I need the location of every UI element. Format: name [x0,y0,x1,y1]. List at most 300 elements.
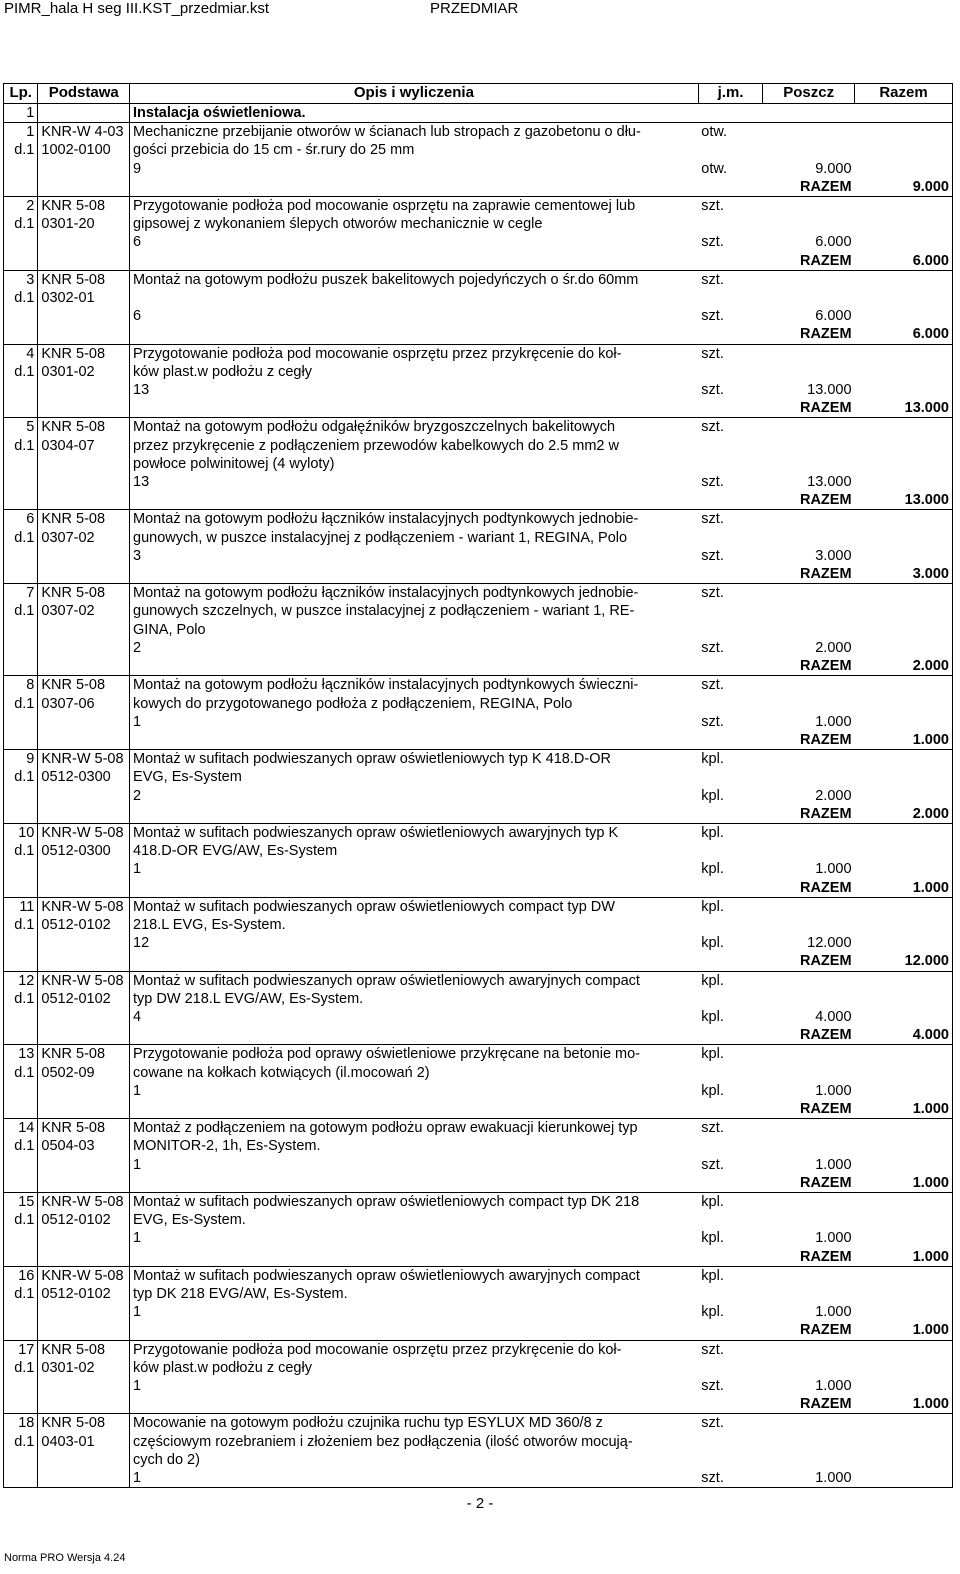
item-podstawa: KNR-W 5-08 [38,750,130,769]
item-poszcz [763,750,855,769]
item-unit [698,695,763,713]
calc-lp [4,713,38,731]
item-unit [698,1064,763,1082]
calc-row [4,233,953,251]
item-lp: d.1 [4,215,38,233]
item-row [4,621,953,639]
item-razem [855,990,953,1008]
item-row [4,455,953,473]
item-lp: 14 [4,1119,38,1138]
calc-expression: 2 [133,787,142,804]
item-lp: 2 [4,197,38,216]
sum-lp [4,1248,38,1267]
sum-label: RAZEM [763,1174,855,1193]
sum-opis [130,1100,699,1119]
calc-expression: 13 [133,382,150,399]
calc-value: 1.000 [815,713,852,730]
item-podstawa: KNR 5-08 [38,418,130,437]
calc-podstawa [38,787,130,805]
item-podstawa: KNR 5-08 [38,510,130,529]
calc-value: 9.000 [815,160,852,177]
item-lp: 4 [4,344,38,363]
item-row [4,344,953,363]
item-lp: 1 [4,123,38,142]
item-description-line: gipsowej z wykonaniem ślepych otworów mechanicznie w cegle [133,216,543,233]
calc-row [4,547,953,565]
item-row [4,750,953,769]
calc-podstawa [38,547,130,565]
item-poszcz [763,1192,855,1211]
sum-opis [130,879,699,898]
item-row [4,695,953,713]
sum-label: RAZEM [763,1026,855,1045]
item-razem [855,695,953,713]
sum-label: RAZEM [763,879,855,898]
sum-value: 1.000 [855,1100,953,1119]
calc-unit: szt. [698,1469,763,1488]
item-lp: 12 [4,971,38,990]
item-razem [855,270,953,289]
calc-podstawa [38,1008,130,1026]
calc-podstawa [38,860,130,878]
sum-label: RAZEM [763,952,855,971]
sum-lp [4,252,38,271]
sum-label: RAZEM [763,1100,855,1119]
sum-jm [698,952,763,971]
item-description-line: Przygotowanie podłoża pod oprawy oświetleniowe przykręcane na betonie mo- [133,1046,641,1063]
calc-value: 1.000 [815,1304,852,1321]
calc-razem [855,1377,953,1395]
calc-expression: 1 [130,1469,699,1488]
calc-row [4,1469,953,1488]
calc-podstawa [38,1303,130,1321]
sum-value: 1.000 [855,879,953,898]
calc-expression: 12 [133,935,150,952]
item-podstawa: 0307-02 [38,602,130,620]
item-row [4,971,953,990]
calc-expression: 1 [133,1378,142,1395]
item-row [4,529,953,547]
item-description-line: Montaż na gotowym podłożu łączników instalacyjnych podtynkowych jednobie- [133,511,639,528]
sum-podstawa [38,952,130,971]
item-lp [4,455,38,473]
item-unit: kpl. [701,751,724,768]
sum-podstawa [38,325,130,344]
item-row [4,1414,953,1433]
item-poszcz [763,990,855,1008]
sum-jm [698,1321,763,1340]
item-lp: d.1 [4,363,38,381]
item-unit [698,529,763,547]
calc-unit: kpl. [701,1304,724,1321]
item-row [4,768,953,786]
sum-lp [4,325,38,344]
sum-podstawa [38,1321,130,1340]
item-description-line: 418.D-OR EVG/AW, Es-System [133,843,338,860]
calc-unit: kpl. [701,1008,724,1025]
item-razem [855,289,953,307]
sum-jm [698,178,763,197]
item-row [4,510,953,529]
item-razem [855,529,953,547]
calc-expression: 13 [133,474,150,491]
item-razem [855,971,953,990]
calc-expression: 4 [133,1008,142,1025]
sum-row [4,731,953,750]
item-description-line: Przygotowanie podłoża pod mocowanie osprzętu przez przykręcenie do koł- [133,345,622,362]
item-razem [855,584,953,603]
item-description-line: powłoce polwinitowej (4 wyloty) [133,455,335,472]
col-jm: j.m. [698,84,763,104]
calc-row [4,787,953,805]
calc-razem [855,787,953,805]
item-description-line: cowane na kołkach kotwiących (il.mocowań 2) [133,1064,430,1081]
item-unit [698,1359,763,1377]
item-poszcz [763,529,855,547]
calc-razem [855,1469,953,1488]
sum-podstawa [38,565,130,584]
item-podstawa: 0307-06 [38,695,130,713]
item-description-line: Mechaniczne przebijanie otworów w ścianach lub stropach z gazobetonu o dłu- [133,124,641,141]
item-lp: 7 [4,584,38,603]
sum-jm [698,1026,763,1045]
item-lp: 10 [4,823,38,842]
item-poszcz [763,123,855,142]
sum-value: 4.000 [855,1026,953,1045]
calc-lp [4,547,38,565]
sum-value: 1.000 [855,731,953,750]
item-unit [698,437,763,455]
calc-expression: 6 [133,308,142,325]
calc-expression: 6 [133,234,142,251]
sum-value: 1.000 [855,1395,953,1414]
calc-unit: szt. [701,1378,724,1395]
item-poszcz [763,842,855,860]
sum-opis [130,1026,699,1045]
item-row [4,1266,953,1285]
item-description-line: GINA, Polo [133,621,206,638]
calc-lp [4,787,38,805]
item-row [4,676,953,695]
item-podstawa: 0301-02 [38,363,130,381]
item-podstawa: KNR-W 5-08 [38,1192,130,1211]
item-description-line: Przygotowanie podłoża pod mocowanie osprzętu przez przykręcenie do koł- [133,1341,622,1358]
item-razem [855,1045,953,1064]
calc-lp [4,860,38,878]
item-lp: d.1 [4,1211,38,1229]
calc-razem [855,1303,953,1321]
item-row [4,1340,953,1359]
item-poszcz [763,916,855,934]
sum-opis [130,1174,699,1193]
item-podstawa: KNR 5-08 [38,1119,130,1138]
item-row [4,1119,953,1138]
section-row [4,104,953,123]
sum-value: 1.000 [855,1174,953,1193]
item-description-line: gunowych szczelnych, w puszce instalacyjnej z podłączeniem - wariant 1, RE- [133,603,635,620]
item-unit: otw. [701,124,728,141]
calc-unit: kpl. [701,1082,724,1099]
item-razem [855,197,953,216]
sum-value: 3.000 [855,565,953,584]
item-unit [698,455,763,473]
item-poszcz [763,602,855,620]
item-razem [855,123,953,142]
item-podstawa: KNR 5-08 [38,270,130,289]
item-row [4,215,953,233]
col-poszcz: Poszcz [763,84,855,104]
item-unit: szt. [701,1415,724,1432]
sum-podstawa [38,252,130,271]
item-lp: 17 [4,1340,38,1359]
sum-value: 2.000 [855,657,953,676]
calc-lp [4,307,38,325]
calc-row [4,1229,953,1247]
item-razem [855,1414,953,1433]
item-poszcz [763,768,855,786]
sum-row [4,1248,953,1267]
sum-podstawa [38,879,130,898]
item-unit [698,215,763,233]
item-unit: kpl. [701,1046,724,1063]
sum-lp [4,879,38,898]
item-poszcz [763,1433,855,1451]
calc-unit: szt. [701,474,724,491]
item-lp: 9 [4,750,38,769]
item-razem [855,1340,953,1359]
item-unit: szt. [701,677,724,694]
sum-opis [130,325,699,344]
item-row [4,418,953,437]
item-unit: szt. [701,419,724,436]
calc-value: 4.000 [815,1008,852,1025]
item-razem [855,842,953,860]
calc-expression: 1 [133,1156,142,1173]
item-podstawa: 0512-0102 [38,990,130,1008]
sum-value: 6.000 [855,252,953,271]
calc-podstawa [38,233,130,251]
calc-value: 1.000 [815,1156,852,1173]
calc-expression: 1 [133,1304,142,1321]
item-razem [855,1119,953,1138]
calc-razem [855,934,953,952]
calc-row [4,307,953,325]
calc-razem [855,713,953,731]
calc-lp [4,639,38,657]
item-poszcz [763,1266,855,1285]
item-podstawa: KNR 5-08 [38,1045,130,1064]
item-unit: szt. [701,345,724,362]
item-lp: 3 [4,270,38,289]
sum-label: RAZEM [763,1248,855,1267]
item-row [4,437,953,455]
calc-row [4,1008,953,1026]
item-podstawa: KNR-W 5-08 [38,1266,130,1285]
item-row [4,123,953,142]
item-description-line: Montaż w sufitach podwieszanych opraw oświetleniowych typ K 418.D-OR [133,751,611,768]
item-poszcz [763,197,855,216]
sum-label: RAZEM [763,565,855,584]
sum-row [4,178,953,197]
calc-razem [855,160,953,178]
item-lp: d.1 [4,602,38,620]
calc-podstawa [38,307,130,325]
item-podstawa: 0512-0300 [38,842,130,860]
item-unit [698,842,763,860]
item-row [4,141,953,159]
sum-label: RAZEM [763,178,855,197]
calc-razem [855,1156,953,1174]
calc-row [4,860,953,878]
calc-unit: szt. [701,234,724,251]
section-lp: 1 [4,104,38,123]
item-poszcz [763,897,855,916]
sum-jm [698,252,763,271]
sum-row [4,657,953,676]
calc-unit: szt. [701,547,724,564]
item-poszcz [763,455,855,473]
item-row [4,823,953,842]
calc-lp [4,1229,38,1247]
sum-value: 6.000 [855,325,953,344]
item-unit [698,602,763,620]
item-unit [698,1285,763,1303]
item-podstawa: 0512-0102 [38,916,130,934]
col-podstawa: Podstawa [38,84,130,104]
calc-value: 6.000 [815,234,852,251]
item-razem [855,750,953,769]
item-unit [698,1137,763,1155]
item-lp: d.1 [4,289,38,307]
calc-lp [4,381,38,399]
item-razem [855,510,953,529]
item-unit [698,141,763,159]
item-poszcz [763,437,855,455]
item-description-line: Montaż z podłączeniem na gotowym podłożu opraw ewakuacji kierunkowej typ [133,1120,638,1137]
item-poszcz [763,1211,855,1229]
item-description-line: 218.L EVG, Es-System. [133,916,286,933]
calc-row [4,473,953,491]
item-description-line: Montaż na gotowym podłożu łączników instalacyjnych podtynkowych jednobie- [133,585,639,602]
item-podstawa: KNR 5-08 [38,344,130,363]
item-description-line: Mocowanie na gotowym podłożu czujnika ruchu typ ESYLUX MD 360/8 z [133,1415,603,1432]
sum-value: 1.000 [855,1248,953,1267]
item-razem [855,897,953,916]
calc-razem [855,1008,953,1026]
item-lp: 18 [4,1414,38,1433]
calc-podstawa [38,1229,130,1247]
item-poszcz [763,1451,855,1469]
item-podstawa: 0512-0300 [38,768,130,786]
calc-lp [4,1377,38,1395]
sum-opis [130,952,699,971]
item-lp: 6 [4,510,38,529]
item-description-line: Montaż w sufitach podwieszanych opraw oświetleniowych compact typ DW [133,898,615,915]
sum-podstawa [38,1026,130,1045]
calc-lp [4,473,38,491]
sum-opis [130,1395,699,1414]
item-lp: 15 [4,1192,38,1211]
sum-row [4,1100,953,1119]
sum-opis [130,1248,699,1267]
item-row [4,289,953,307]
item-unit: kpl. [701,824,724,841]
item-description-line: cych do 2) [133,1451,200,1468]
sum-lp [4,1174,38,1193]
sum-jm [698,1174,763,1193]
sum-podstawa [38,1248,130,1267]
calc-podstawa [38,1082,130,1100]
calc-value: 1.000 [763,1469,855,1488]
item-unit [698,990,763,1008]
item-lp: 11 [4,897,38,916]
item-razem [855,768,953,786]
calc-podstawa [38,934,130,952]
calc-value: 2.000 [815,639,852,656]
item-razem [855,363,953,381]
col-opis: Opis i wyliczenia [130,84,699,104]
item-podstawa: KNR 5-08 [38,1414,130,1433]
item-lp: 16 [4,1266,38,1285]
item-description-line [130,289,699,307]
item-poszcz [763,289,855,307]
software-version: Norma PRO Wersja 4.24 [4,1552,126,1564]
item-row [4,990,953,1008]
calc-lp [4,160,38,178]
item-podstawa: 1002-0100 [38,141,130,159]
sum-podstawa [38,491,130,510]
calc-row [4,1303,953,1321]
sum-label: RAZEM [763,325,855,344]
section-title: Instalacja oświetleniowa. [130,104,855,123]
item-unit [698,1451,763,1469]
calc-row [4,934,953,952]
sum-row [4,399,953,418]
calc-value: 6.000 [815,308,852,325]
sum-row [4,952,953,971]
item-podstawa [38,455,130,473]
calc-value: 1.000 [815,1378,852,1395]
calc-razem [855,547,953,565]
item-poszcz [763,621,855,639]
calc-value: 1.000 [815,1230,852,1247]
sum-lp [4,1026,38,1045]
item-row [4,1192,953,1211]
sum-label: RAZEM [763,491,855,510]
calc-row [4,639,953,657]
item-unit [698,1433,763,1451]
calc-unit: kpl. [701,1230,724,1247]
item-podstawa: 0403-01 [38,1433,130,1451]
table-header [4,84,953,104]
item-podstawa: 0302-01 [38,289,130,307]
sum-lp [4,657,38,676]
sum-opis [130,657,699,676]
item-poszcz [763,823,855,842]
calc-unit: otw. [701,160,728,177]
calc-expression: 1 [133,713,142,730]
item-description-line: Montaż na gotowym podłożu odgałęźników bryzgoszczelnych bakelitowych [133,419,616,436]
item-unit: kpl. [701,898,724,915]
calc-unit: szt. [701,639,724,656]
sum-label: RAZEM [763,252,855,271]
sum-opis [130,491,699,510]
item-row [4,270,953,289]
item-lp: 8 [4,676,38,695]
sum-opis [130,178,699,197]
item-row [4,584,953,603]
item-poszcz [763,510,855,529]
